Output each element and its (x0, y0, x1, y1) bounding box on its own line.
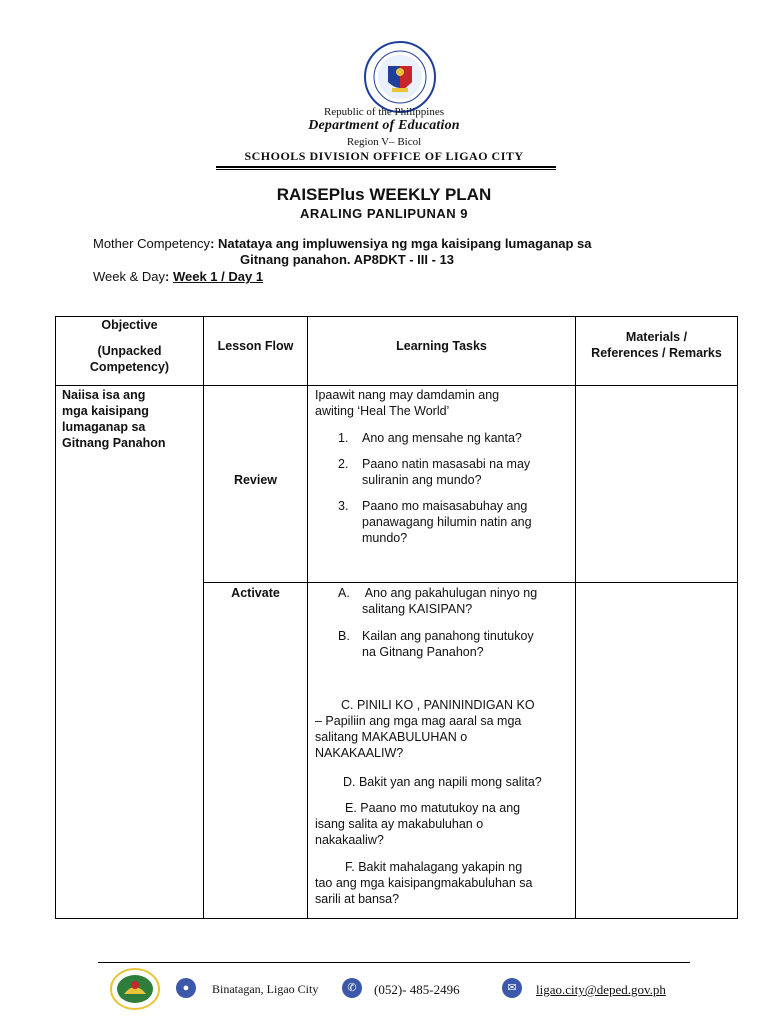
activate-c-line: NAKAKAALIW? (315, 746, 404, 760)
col-divider (203, 317, 204, 918)
header-materials-line2: References / Remarks (591, 346, 722, 360)
review-item (362, 456, 572, 488)
objective-line: Naiisa isa ang (62, 388, 146, 402)
activate-c-line: – Papiliin ang mga mag aaral sa mga (315, 714, 522, 728)
footer-email[interactable]: ligao.city@deped.gov.ph (536, 982, 666, 997)
review-item-line: suliranin ang mundo? (362, 473, 482, 487)
mother-competency-sep: : (210, 236, 219, 251)
objective-line: Gitnang Panahon (62, 436, 166, 450)
week-day-label: Week & Day (93, 269, 166, 284)
activate-e-line: isang salita ay makabuluhan o (315, 817, 484, 831)
col-divider (575, 317, 576, 918)
activate-item (362, 628, 574, 660)
sdo-ligao-seal-logo (110, 968, 160, 1010)
activate-e-line: nakakaaliw? (315, 833, 384, 847)
page-subtitle: ARALING PANLIPUNAN 9 (300, 206, 468, 221)
activate-item-letter: B. (338, 629, 350, 643)
activate-e-line: E. Paano mo matutukoy na ang (345, 801, 521, 815)
activate-f-line: tao ang mga kaisipangmakabuluhan sa (315, 876, 533, 890)
page-title: RAISEPlus WEEKLY PLAN (276, 185, 492, 204)
header-divider-thin (216, 169, 556, 170)
review-item-line: Paano natin masasabi na may (362, 457, 531, 471)
review-item (362, 498, 572, 546)
footer-divider (98, 962, 690, 963)
header-republic: Republic of the Philippines (323, 106, 445, 118)
footer-address: Binatagan, Ligao City (212, 982, 319, 996)
activate-f-line: sarili at bansa? (315, 892, 400, 906)
col-divider (307, 317, 308, 918)
week-day-value: Week 1 / Day 1 (172, 269, 264, 284)
activate-c-line: salitang MAKABULUHAN o (315, 730, 468, 744)
objective-line: mga kaisipang (62, 404, 149, 418)
review-item-line: panawagang hilumin natin ang (362, 515, 532, 529)
activate-item-f (315, 859, 573, 907)
header-materials-line1: Materials / (625, 330, 688, 344)
review-intro-line: Ipaawit nang may damdamin ang (315, 388, 500, 402)
objective-line: lumaganap sa (62, 420, 146, 434)
weekly-plan-table (55, 316, 738, 919)
deped-seal-logo (363, 40, 437, 114)
review-item: Ano ang mensahe ng kanta? (362, 431, 522, 445)
review-item-line: mundo? (362, 531, 408, 545)
lesson-activate-label: Activate (231, 586, 280, 600)
footer-phone: (052)- 485-2496 (374, 982, 460, 997)
week-day-sep: : (165, 269, 173, 284)
review-item-number: 3. (338, 499, 349, 513)
header-materials (576, 329, 737, 361)
header-objective-line1: Objective (101, 318, 158, 332)
objective-text (62, 387, 200, 451)
header-division: SCHOOLS DIVISION OFFICE OF LIGAO CITY (244, 149, 524, 163)
mother-competency-line2: Gitnang panahon. AP8DKT - III - 13 (240, 252, 455, 267)
activate-item-d: D. Bakit yan ang napili mong salita? (343, 775, 542, 789)
header-learning-tasks: Learning Tasks (396, 339, 487, 353)
email-icon: ✉ (502, 978, 522, 998)
activate-item-letter: A. (338, 586, 350, 600)
review-item-number: 2. (338, 457, 349, 471)
activate-item-line: na Gitnang Panahon? (362, 645, 484, 659)
activate-item-line: Kailan ang panahong tinutukoy (362, 629, 534, 643)
activate-item-line: salitang KAISIPAN? (362, 602, 473, 616)
review-item-line: Paano mo maisasabuhay ang (362, 499, 528, 513)
header-divider (216, 166, 556, 168)
week-day (93, 269, 263, 284)
header-objective-line3: Competency) (89, 360, 170, 374)
activate-f-line: F. Bakit mahalagang yakapin ng (345, 860, 523, 874)
review-intro-line: awiting ‘Heal The World’ (315, 404, 450, 418)
activate-item (362, 585, 574, 617)
mother-competency (93, 236, 592, 251)
activate-c-line: C. PINILI KO , PANININDIGAN KO (341, 698, 535, 712)
mother-competency-line1: Natataya ang impluwensiya ng mga kaisipang lumaganap sa (218, 236, 592, 251)
header-region: Region V– Bicol (346, 136, 422, 148)
location-icon: ● (176, 978, 196, 998)
header-lesson-flow: Lesson Flow (217, 339, 294, 353)
header-objective-line2: (Unpacked (97, 344, 162, 358)
header-row-divider (56, 385, 737, 386)
lesson-review-label: Review (233, 473, 278, 487)
review-row-divider (203, 582, 737, 583)
review-item-number: 1. (338, 431, 349, 445)
header-department: Department of Education (308, 118, 460, 133)
activate-item-e (315, 800, 573, 848)
mother-competency-label: Mother Competency (93, 236, 211, 251)
activate-item-line: Ano ang pakahulugan ninyo ng (362, 586, 538, 600)
review-intro (315, 387, 573, 419)
phone-icon: ✆ (342, 978, 362, 998)
activate-item-c (315, 697, 573, 761)
